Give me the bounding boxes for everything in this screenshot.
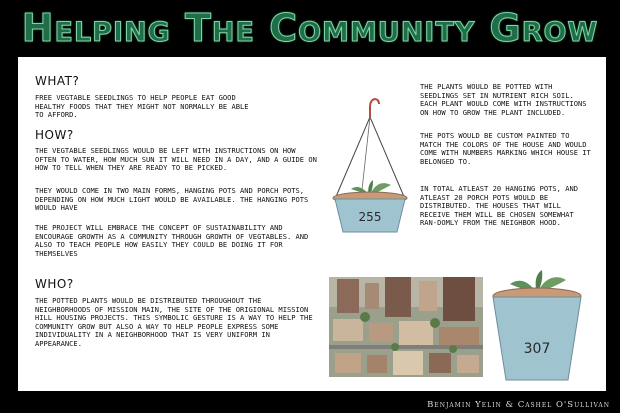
what-text: FREE VEGTABLE SEEDLINGS TO HELP PEOPLE EAT GOOD HEALTHY FOODS THAT THEY MIGHT NOT NORMALLY BE ABLE TO AFFORD. <box>35 93 249 120</box>
content-panel <box>18 57 606 391</box>
authors-credit: Benjamin Yelin & Cashel O'Sullivan <box>427 400 610 410</box>
who-heading: WHO? <box>35 277 74 291</box>
right-text-2: THE POTS WOULD BE CUSTOM PAINTED TO MATCH THE COLORS OF THE HOUSE AND WOULD COME WITH NUMBERS MARKING WHICH HOUSE IT BELONGED TO. <box>420 131 591 166</box>
who-text: THE POTTED PLANTS WOULD BE DISTRIBUTED THROUGHOUT THE NEIGHBORHOODS OF MISSION MAIN, THE SITE OF THE ORIGIONAL MISSION HILL HOUSING PROJECTS. THIS SYMBOLIC GESTURE IS A WAY TO HELP THE COMMUNITY GROW BUT ALSO A WAY TO HELP PEOPLE EXPRESS SOME INDIVIDUALITY IN A NEIGHBORHOOD THAT IS VERY UNIFORM IN APPEARANCE. <box>35 296 313 348</box>
how-text-2: THEY WOULD COME IN TWO MAIN FORMS, HANGING POTS AND PORCH POTS, DEPENDING ON HOW MUCH LIGHT WOULD BE AVAILABLE. THE HANGING POTS WOULD HAVE <box>35 186 309 213</box>
right-text-3: IN TOTAL ATLEAST 20 HANGING POTS, AND ATLEAST 20 PORCH POTS WOULD BE DISTRIBUTED. THE HOUSES THAT WILL RECEIVE THEM WILL BE CHOSEN SOMEWHAT RAN-DOMLY FROM THE NEIGHBOR HOOD. <box>420 184 579 228</box>
how-heading: HOW? <box>35 128 74 142</box>
hanging-pot-number: 255 <box>358 210 382 224</box>
porch-pot-body <box>493 297 581 380</box>
what-heading: WHAT? <box>35 74 80 88</box>
porch-pot-number: 307 <box>523 341 551 357</box>
right-text-1: THE PLANTS WOULD BE POTTED WITH SEEDLINGS SET IN NUTRIENT RICH SOIL. EACH PLANT WOULD COME WITH INSTRUCTIONS ON HOW TO GROW THE PLANT INCLUDED. <box>420 82 587 117</box>
how-text-1: THE VEGTABLE SEEDLINGS WOULD BE LEFT WITH INSTRUCTIONS ON HOW OFTEN TO WATER, HOW MUCH SUN IT WILL NEED IN A DAY, AND A GUIDE ON HOW TO TELL WHEN THEY ARE READY TO BE PICKED. <box>35 146 317 173</box>
how-text-3: THE PROJECT WILL EMBRACE THE CONCEPT OF SUSTAINABILITY AND ENCOURAGE GROWTH AS A COMMUNITY THROUGH GROWTH OF VEGTABLES. AND ALSO TO TEACH PEOPLE HOW EASILY THEY COULD BE DOING IT FOR THEMSELVES <box>35 223 309 258</box>
hanging-pot-illustration <box>323 95 418 235</box>
aerial-neighborhood-photo <box>329 277 483 377</box>
page-title: Helping The Community Grow <box>21 6 599 50</box>
hook-icon <box>370 99 379 107</box>
porch-pot-illustration <box>486 262 588 384</box>
